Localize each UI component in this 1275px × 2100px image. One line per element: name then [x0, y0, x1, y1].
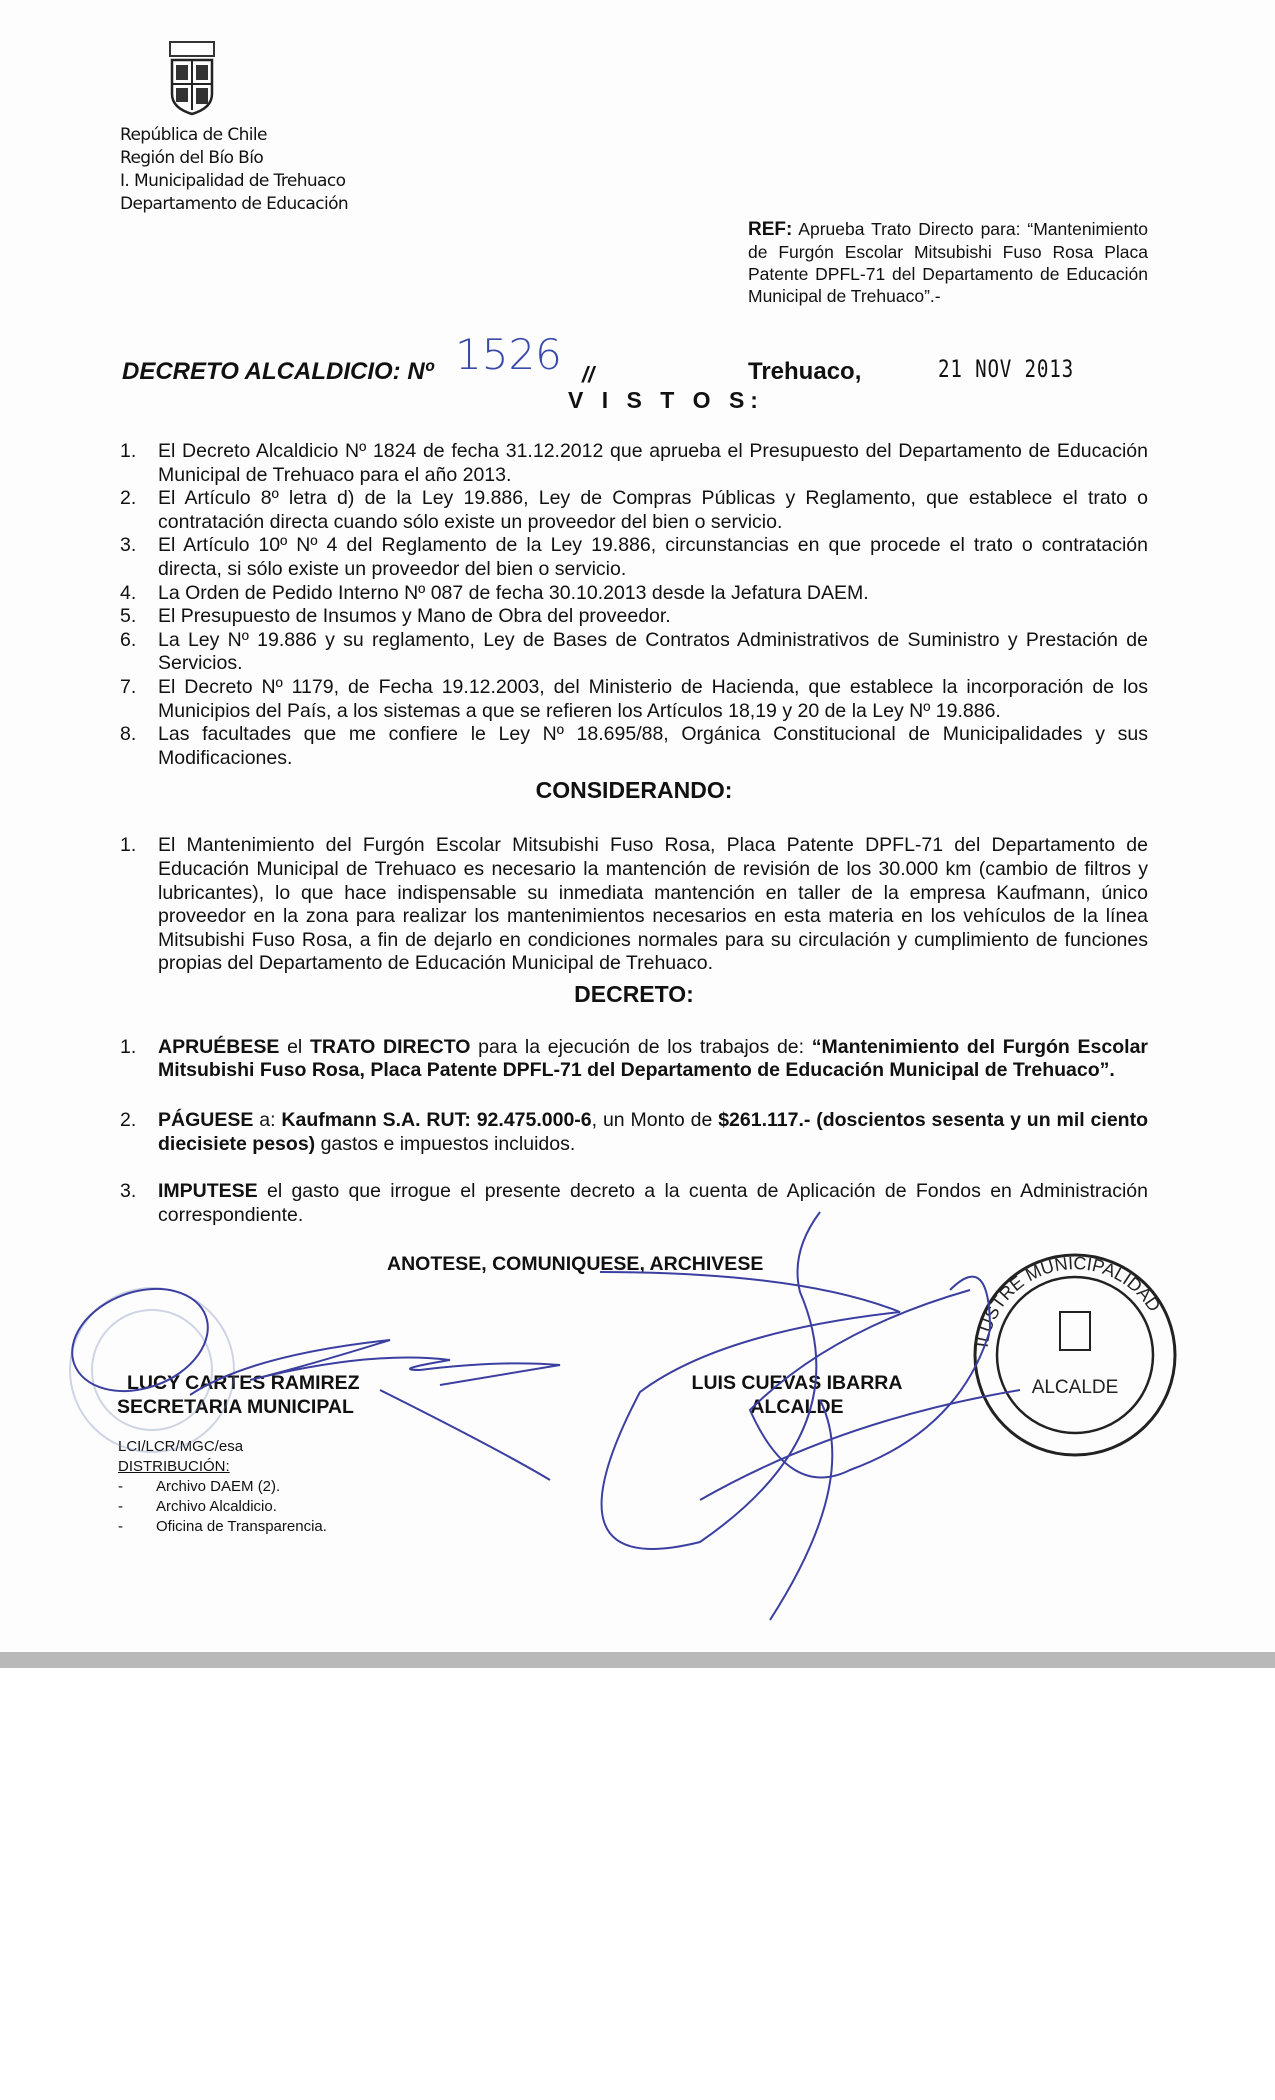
header-line: Departamento de Educación	[120, 194, 349, 214]
list-item: 3. El Artículo 10º Nº 4 del Reglamento de la Ley 19.886, circunstancias en que procede el trato o contratación directa, si sólo existe un proveedor del bien o servicio.	[120, 534, 1148, 580]
list-item: - Oficina de Transparencia.	[118, 1518, 327, 1536]
list-item: 1. APRUÉBESE el TRATO DIRECTO para la ejecución de los trabajos de: “Mantenimiento del Furgón Escolar Mitsubishi Fuso Rosa, Placa Patente DPFL-71 del Departamento de Educación Municipal de Trehuaco”.	[120, 1035, 1149, 1082]
signer-title: ALCALDE	[750, 1396, 844, 1419]
list-item: 2. PÁGUESE a: Kaufmann S.A. RUT: 92.475.000-6, un Monto de $261.117.- (doscientos sesenta y un mil ciento diecisiete pesos) gastos e impuestos incluidos.	[120, 1109, 1148, 1155]
list-item: 1. El Decreto Alcaldicio Nº 1824 de fecha 31.12.2012 que aprueba el Presupuesto del Departamento de Educación Municipal de Trehuaco para el año 2013.	[120, 440, 1148, 486]
reference-block	[748, 218, 1148, 307]
decreto-list	[120, 1036, 1148, 1228]
decreto-heading: DECRETO:	[574, 980, 694, 1007]
signer-name: LUCY CARTES RAMIREZ	[127, 1372, 360, 1395]
list-item: 5. El Presupuesto de Insumos y Mano de Obra del proveedor.	[120, 605, 671, 628]
stamp-center-text: ALCALDE	[1031, 1377, 1119, 1398]
vistos-heading: V I S T O S:	[568, 387, 764, 413]
coat-of-arms-icon	[160, 40, 224, 116]
date-stamp: 21 NOV 2013	[938, 355, 1074, 383]
ref-text: Aprueba Trato Directo para: “Mantenimiento de Furgón Escolar Mitsubishi Fuso Rosa Placa Patente DPFL-71 del Departamento de Educación Municipal de Trehuaco”.-	[748, 219, 1148, 306]
issuer-header	[120, 124, 348, 216]
list-item: 3. IMPUTESE el gasto que irrogue el presente decreto a la cuenta de Aplicación de Fondos en Administración correspondiente.	[120, 1180, 1148, 1226]
considerando-list	[120, 834, 1148, 976]
list-item: 2. El Artículo 8º letra d) de la Ley 19.886, Ley de Compras Públicas y Reglamento, que establece el trato o contratación directa cuando sólo existe un proveedor del bien o servicio.	[120, 487, 1148, 533]
list-item: - Archivo Alcaldicio.	[118, 1498, 277, 1516]
list-item: 4. La Orden de Pedido Interno Nº 087 de fecha 30.10.2013 desde la Jefatura DAEM.	[120, 581, 869, 604]
decree-number: 1526	[455, 330, 562, 379]
signer-name: LUIS CUEVAS IBARRA	[691, 1372, 903, 1395]
stamp-ring-text: ILUSTRE MUNICIPALIDAD	[971, 1253, 1165, 1349]
list-item: 8. Las facultades que me confiere le Ley Nº 18.695/88, Orgánica Constitucional de Municipalidades y sus Modificaciones.	[120, 723, 1148, 769]
scan-edge	[0, 1652, 1275, 1668]
list-item: - Archivo DAEM (2).	[118, 1478, 281, 1496]
list-item: 1. El Mantenimiento del Furgón Escolar Mitsubishi Fuso Rosa, Placa Patente DPFL-71 del Departamento de Educación Municipal de Trehuaco es necesario la mantención de revisión de los 30.000 km (cambio de filtros y lubricantes), lo que hace indispensable su inmediata mantención en taller de la empresa Kaufmann, único proveedor en la zona para realizar los mantenimientos necesarios en esta materia en los vehículos de la línea Mitsubishi Fuso Rosa, a fin de dejarlo en condiciones normales para su circulación y cumplimiento de funciones propias del Departamento de Educación Municipal de Trehuaco.	[120, 834, 1148, 975]
signer-title: SECRETARIA MUNICIPAL	[117, 1396, 354, 1419]
decree-body	[117, 386, 1149, 1537]
ref-label: REF:	[748, 219, 793, 240]
list-item: 6. La Ley Nº 19.886 y su reglamento, Ley de Bases de Contratos Administrativos de Suministro y Prestación de Servicios.	[120, 628, 1148, 675]
header-line: Región del Bío Bío	[120, 148, 264, 168]
decree-label: DECRETO ALCALDICIO: Nº	[122, 358, 434, 385]
closing-formula: ANOTESE, COMUNIQUESE, ARCHIVESE	[387, 1253, 764, 1276]
signature-mayor	[687, 1371, 907, 1419]
list-item: 7. El Decreto Nº 1179, de Fecha 19.12.2003, del Ministerio de Hacienda, que establece la incorporación de los Municipios del País, a los sistemas a que se refieren los Artículos 18,19 y 20 de la Ley Nº 19.886.	[120, 675, 1148, 722]
distribution-title: DISTRIBUCIÓN:	[118, 1458, 230, 1476]
city: Trehuaco,	[748, 358, 862, 385]
distribution-block	[118, 1437, 1148, 1537]
vistos-list	[120, 440, 1148, 770]
signature-secretary	[117, 1371, 687, 1419]
considerando-heading: CONSIDERANDO:	[535, 777, 733, 804]
header-line: República de Chile	[120, 125, 267, 145]
header-line: I. Municipalidad de Trehuaco	[120, 171, 346, 191]
decree-suffix: //	[582, 362, 595, 387]
signature-row	[117, 1371, 1148, 1419]
initials: LCI/LCR/MGC/esa	[118, 1438, 244, 1456]
